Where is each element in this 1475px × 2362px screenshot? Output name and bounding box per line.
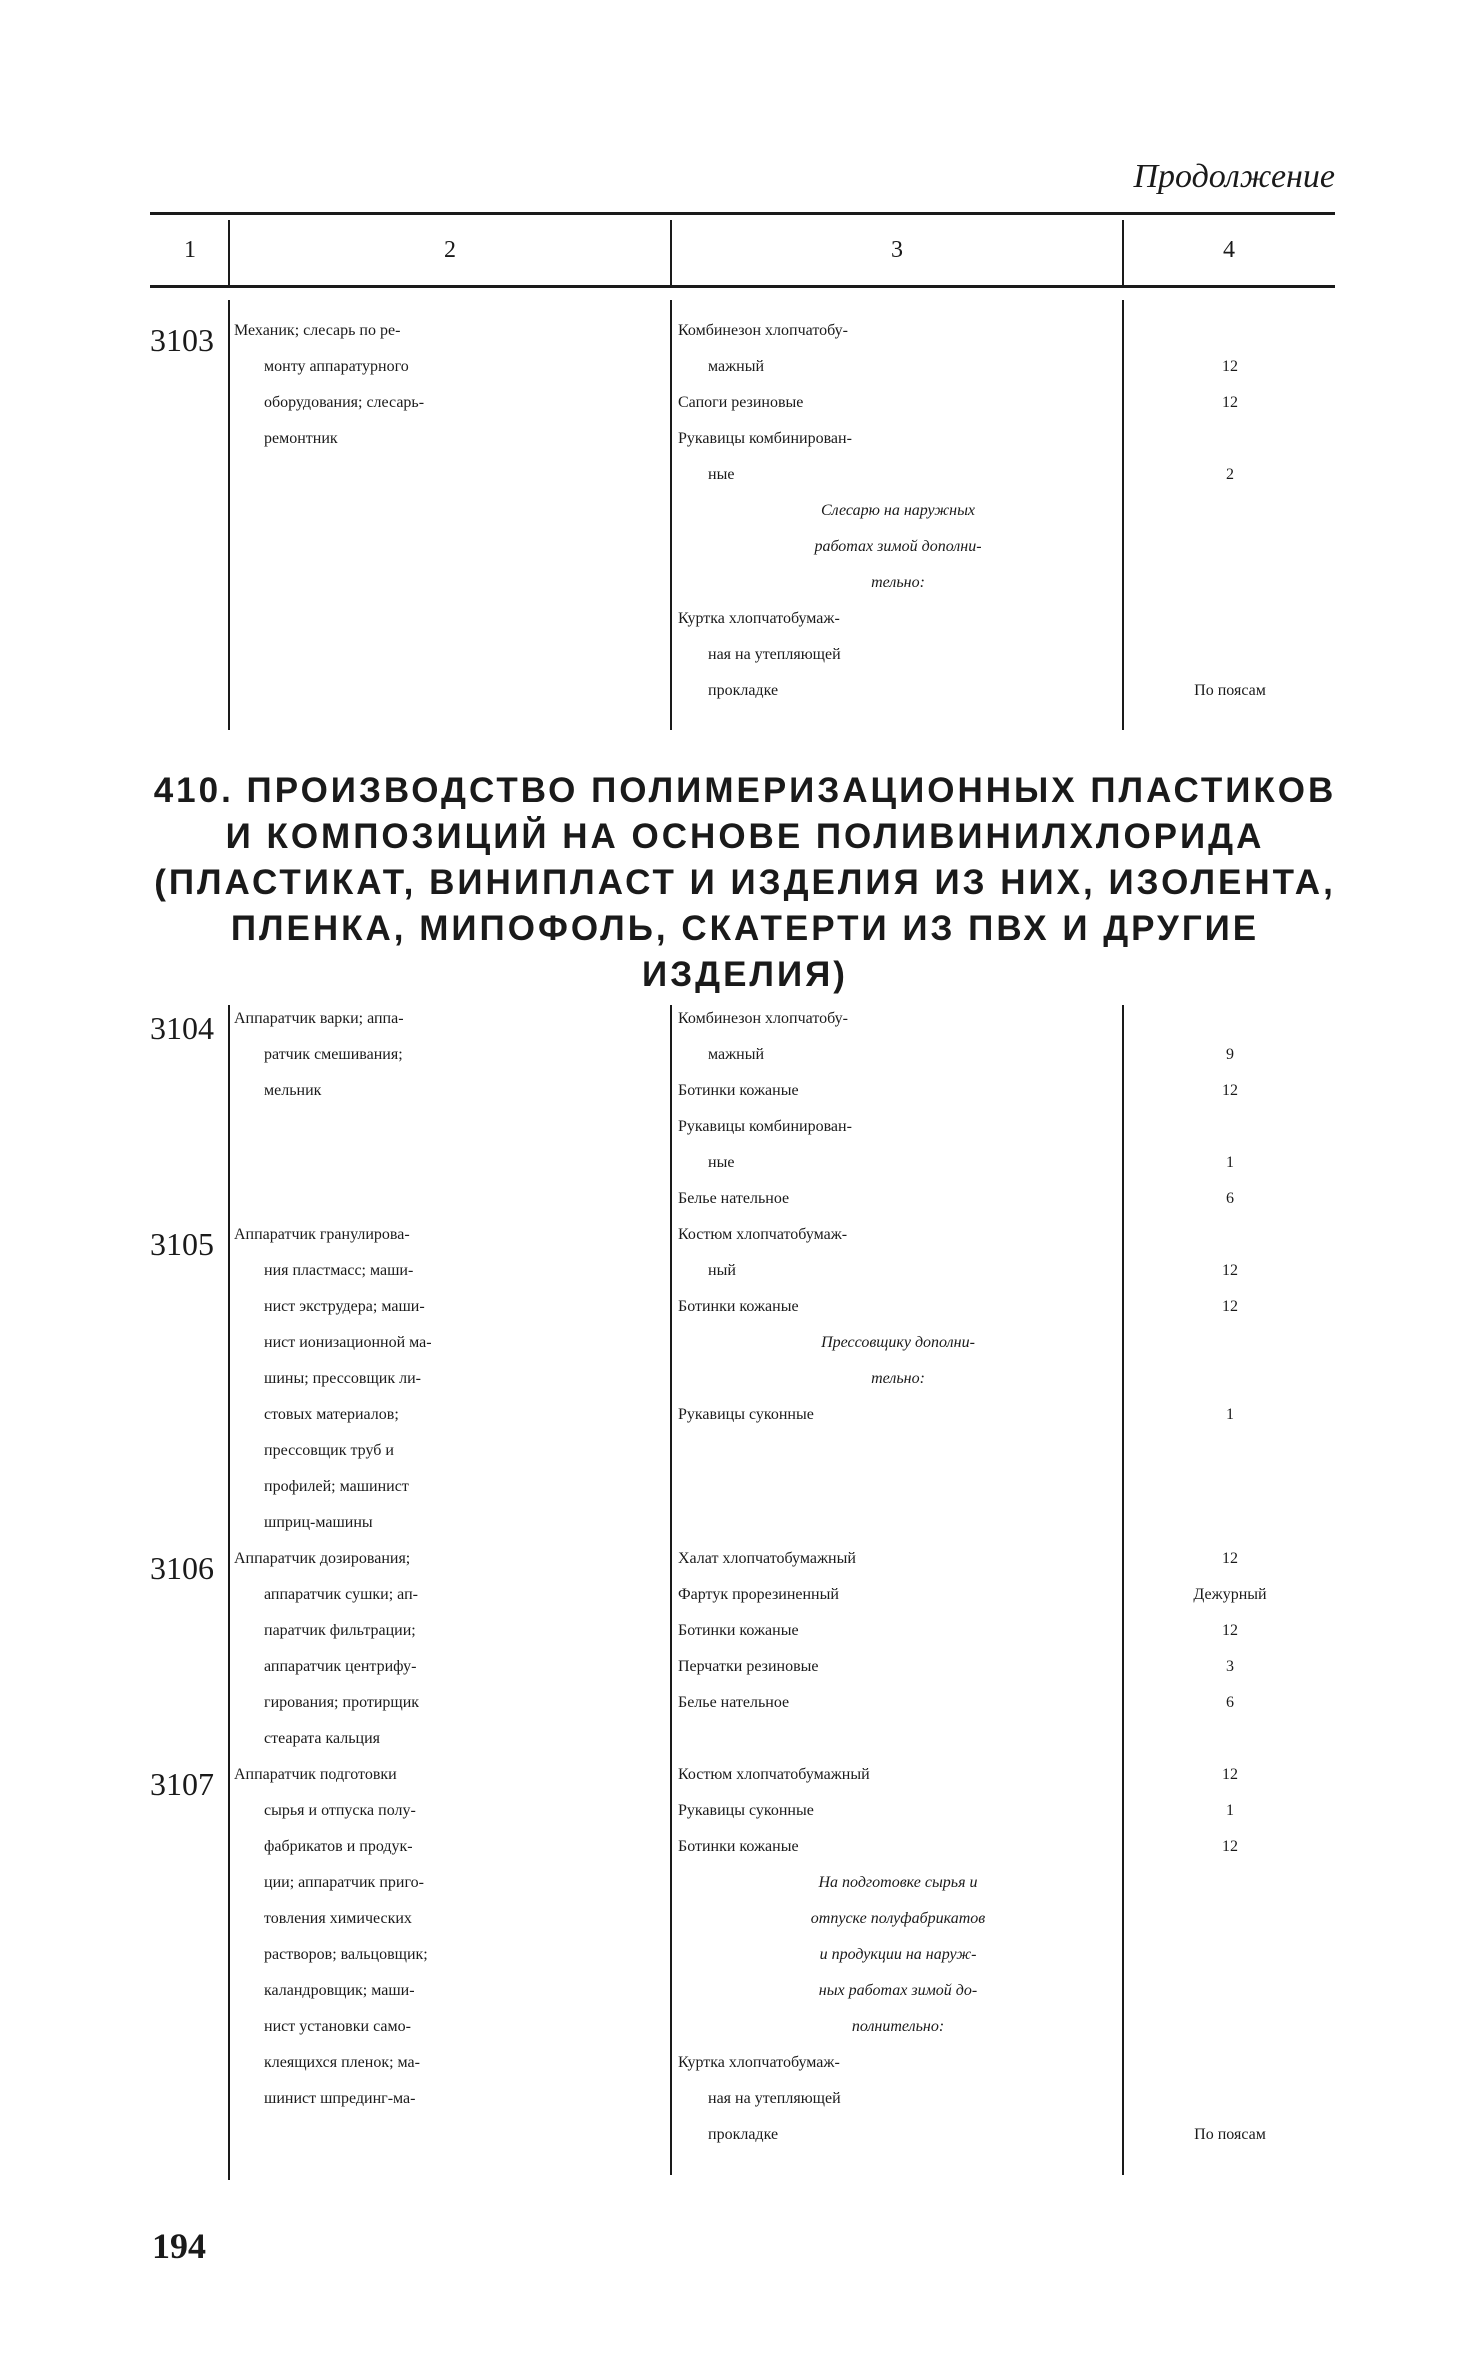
item-line: мажный: [708, 1046, 765, 1063]
profession-line: аппаратчик центрифу-: [264, 1658, 417, 1675]
note-line: тельно:: [871, 1370, 925, 1387]
item-line: Рукавицы комбинирован-: [678, 1118, 852, 1135]
continuation-label: Продолжение: [1133, 158, 1335, 195]
item-line: ные: [708, 1154, 735, 1171]
profession-line: оборудования; слесарь-: [264, 394, 425, 411]
profession-line: каландровщик; маши-: [264, 1982, 415, 1999]
profession-line: паратчик фильтрации;: [264, 1622, 416, 1639]
profession-line: Аппаратчик варки; аппа-: [234, 1010, 404, 1027]
section-title-line: ПЛЕНКА, МИПОФОЛЬ, СКАТЕРТИ ИЗ ПВХ И ДРУГИЕ: [230, 909, 1260, 948]
page-number: 194: [152, 2226, 206, 2266]
item-line: Рукавицы суконные: [678, 1802, 814, 1819]
profession-line: профилей; машинист: [264, 1478, 409, 1495]
item-quantity: 6: [1226, 1694, 1234, 1711]
item-quantity: 12: [1222, 1766, 1238, 1783]
profession-line: нист установки само-: [264, 2018, 411, 2035]
item-quantity: 12: [1222, 1838, 1238, 1855]
profession-line: нист ионизационной ма-: [264, 1334, 432, 1351]
item-line: ный: [708, 1262, 736, 1279]
item-line: мажный: [708, 358, 765, 375]
item-line: Ботинки кожаные: [678, 1622, 799, 1639]
item-line: Комбинезон хлопчатобу-: [678, 322, 848, 339]
item-line: Ботинки кожаные: [678, 1838, 799, 1855]
profession-line: ции; аппаратчик приго-: [264, 1874, 424, 1891]
profession-line: ратчик смешивания;: [264, 1046, 403, 1063]
column-divider: [670, 1005, 672, 2175]
row-number: 3105: [150, 1226, 214, 1262]
header-col-3: 3: [891, 236, 903, 263]
profession-line: Аппаратчик подготовки: [234, 1766, 397, 1783]
profession-line: сырья и отпуска полу-: [264, 1802, 416, 1819]
item-quantity: 6: [1226, 1190, 1234, 1207]
clothing-cell: [678, 322, 1118, 718]
profession-line: прессовщик труб и: [264, 1442, 394, 1459]
item-quantity: 12: [1222, 394, 1238, 411]
section-title-line: И КОМПОЗИЦИЙ НА ОСНОВЕ ПОЛИВИНИЛХЛОРИДА: [225, 817, 1265, 856]
profession-line: монту аппаратурного: [264, 358, 409, 375]
item-quantity: По поясам: [1194, 682, 1266, 699]
profession-line: ремонтник: [264, 430, 338, 447]
item-quantity: 3: [1226, 1658, 1234, 1675]
item-line: Ботинки кожаные: [678, 1082, 799, 1099]
clothing-cell: [678, 1010, 1118, 1226]
item-line: Фартук прорезиненный: [678, 1586, 839, 1603]
item-line: Ботинки кожаные: [678, 1298, 799, 1315]
item-quantity: 12: [1222, 1082, 1238, 1099]
item-line: ная на утепляющей: [708, 2090, 841, 2107]
note-line: и продукции на наруж-: [819, 1946, 977, 1963]
note-line: Слесарю на наружных: [820, 502, 976, 519]
clothing-cell: [678, 1766, 1118, 2162]
clothing-cell: [678, 1226, 1118, 1442]
profession-cell: [234, 1226, 666, 1550]
item-line: Перчатки резиновые: [678, 1658, 819, 1675]
note-line: ных работах зимой до-: [818, 1982, 978, 1999]
row-number: 3107: [150, 1766, 214, 1802]
item-quantity: 12: [1222, 1550, 1238, 1567]
profession-line: шинист шпрединг-ма-: [264, 2090, 416, 2107]
item-line: ные: [708, 466, 735, 483]
item-quantity: 2: [1226, 466, 1234, 483]
section-title: [150, 768, 1340, 998]
item-line: прокладке: [708, 2126, 779, 2143]
item-line: прокладке: [708, 682, 779, 699]
profession-line: ния пластмасс; маши-: [264, 1262, 414, 1279]
header-col-2: 2: [444, 236, 456, 263]
header-col-4: 4: [1223, 236, 1235, 263]
item-line: Костюм хлопчатобумажный: [678, 1766, 870, 1783]
profession-line: шприц-машины: [264, 1514, 373, 1531]
column-divider: [228, 1005, 230, 2180]
profession-cell: [234, 1766, 666, 2126]
item-quantity: 12: [1222, 1298, 1238, 1315]
item-quantity: 1: [1226, 1154, 1234, 1171]
item-line: Комбинезон хлопчатобу-: [678, 1010, 848, 1027]
item-quantity: 12: [1222, 1622, 1238, 1639]
profession-line: стовых материалов;: [264, 1406, 399, 1423]
item-line: Куртка хлопчатобумаж-: [678, 610, 840, 627]
section-title-line: ИЗДЕЛИЯ): [642, 955, 848, 994]
item-quantity: 1: [1226, 1406, 1234, 1423]
row-number: 3104: [150, 1010, 214, 1046]
profession-line: Механик; слесарь по ре-: [234, 322, 401, 339]
section-title-line: 410. ПРОИЗВОДСТВО ПОЛИМЕРИЗАЦИОННЫХ ПЛАСТИКОВ: [153, 771, 1337, 810]
item-line: Рукавицы суконные: [678, 1406, 814, 1423]
profession-line: гирования; протирщик: [264, 1694, 420, 1711]
item-line: Белье нательное: [678, 1190, 790, 1207]
item-quantity: 1: [1226, 1802, 1234, 1819]
profession-cell: [234, 322, 666, 466]
profession-line: нист экструдера; маши-: [264, 1298, 425, 1315]
row-number: 3106: [150, 1550, 214, 1586]
item-line: Халат хлопчатобумажный: [678, 1550, 856, 1567]
note-line: отпуске полуфабрикатов: [810, 1910, 986, 1927]
profession-line: Аппаратчик гранулирова-: [234, 1226, 410, 1243]
column-divider: [670, 300, 672, 730]
profession-cell: [234, 1550, 666, 1766]
profession-cell: [234, 1010, 666, 1118]
item-line: Рукавицы комбинирован-: [678, 430, 852, 447]
row-number: 3103: [150, 322, 214, 358]
item-line: Куртка хлопчатобумаж-: [678, 2054, 840, 2071]
profession-line: фабрикатов и продук-: [264, 1838, 413, 1855]
item-quantity: 12: [1222, 358, 1238, 375]
column-divider: [228, 300, 230, 730]
note-line: тельно:: [871, 574, 925, 591]
item-quantity: 9: [1226, 1046, 1234, 1063]
column-divider: [1122, 1005, 1124, 2175]
item-line: Белье нательное: [678, 1694, 790, 1711]
profession-line: мельник: [264, 1082, 322, 1099]
note-line: работах зимой дополни-: [814, 538, 982, 555]
profession-line: клеящихся пленок; ма-: [264, 2054, 420, 2071]
profession-line: аппаратчик сушки; ап-: [264, 1586, 418, 1603]
item-line: Сапоги резиновые: [678, 394, 804, 411]
note-line: Прессовщику дополни-: [821, 1334, 975, 1351]
item-line: Костюм хлопчатобумаж-: [678, 1226, 848, 1243]
profession-line: стеарата кальция: [264, 1730, 381, 1747]
item-quantity: Дежурный: [1193, 1586, 1267, 1603]
profession-line: Аппаратчик дозирования;: [234, 1550, 411, 1567]
profession-line: шины; прессовщик ли-: [264, 1370, 421, 1387]
profession-line: растворов; вальцовщик;: [264, 1946, 428, 1963]
item-quantity: 12: [1222, 1262, 1238, 1279]
profession-line: товления химических: [264, 1910, 412, 1927]
note-line: полнительно:: [851, 2018, 945, 2035]
section-title-line: (ПЛАСТИКАТ, ВИНИПЛАСТ И ИЗДЕЛИЯ ИЗ НИХ, ИЗОЛЕНТА,: [154, 863, 1336, 902]
note-line: На подготовке сырья и: [818, 1874, 978, 1891]
item-quantity: По поясам: [1194, 2126, 1266, 2143]
header-col-1: 1: [184, 236, 196, 263]
column-divider: [1122, 300, 1124, 730]
clothing-cell: [678, 1550, 1118, 1730]
table-header: [150, 212, 1335, 288]
item-line: ная на утепляющей: [708, 646, 841, 663]
